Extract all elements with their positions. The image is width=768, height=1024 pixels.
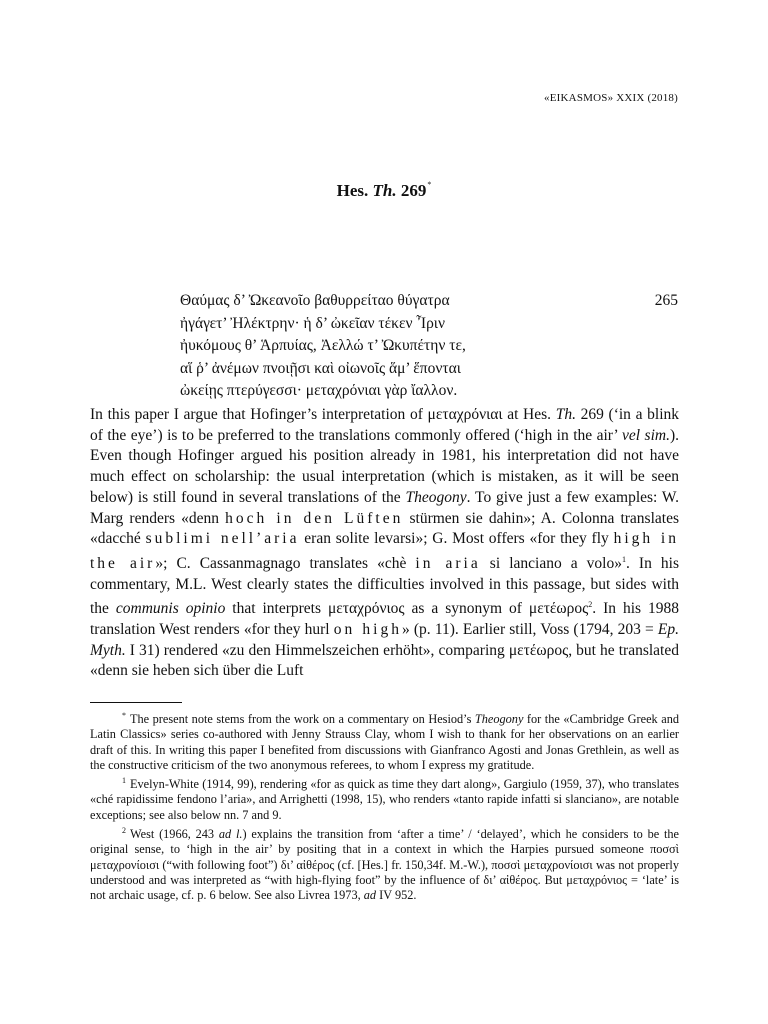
text-run: . In his 1988 translation West renders «for they hurl — [90, 600, 680, 639]
text-run: that interprets μεταχρόνιος as a synonym of μετέωρος — [225, 600, 589, 618]
verse-text: ὠκείῃς πτερύγεσσι· μεταχρόνιαι γὰρ ἴαλλον. — [180, 382, 458, 399]
body-paragraph — [90, 405, 679, 682]
verse-line — [180, 313, 678, 336]
footnote — [90, 708, 679, 773]
verse-line — [180, 290, 678, 313]
text-run: »; C. Cassanmagnago translates «chè — [155, 554, 416, 572]
italic-run: Theogony — [405, 488, 467, 506]
spaced-run: high in the air — [90, 530, 679, 572]
text-run: ) explains the transition from ‘after a time’ / ‘delayed’, which he considers to be the original sense, to ‘high in the air’ by positing that in a context in which the Harpies pursued someone ποσσὶ μεταχρονίοισι (“with following foot”) δι’ αἰθέρος (cf. [Hes.] fr. 150,34f. M.-W.), ποσσὶ μεταχρονίοισι was not properly understood and was interpreted as “with high-flying foot” by the influence of δι’ αἰθέρος. But μεταχρόνιος = ‘late’ is not archaic usage, cf. p. 6 below. See also Livrea 1973, — [90, 827, 679, 903]
spaced-run: sublimi nell’aria — [145, 530, 300, 548]
italic-run: Th. — [555, 406, 576, 423]
verse-text: ἠγάγετ’ Ἠλέκτρην· ἡ δ’ ὠκεῖαν τέκεν Ἶριν — [180, 314, 445, 332]
verse-line — [180, 335, 678, 358]
title-italic: Th. — [372, 181, 397, 200]
italic-run: Theogony — [474, 712, 524, 726]
verse-text: αἵ ῥ’ ἀνέμων πνοιῇσι καὶ οἰωνοῖς ἅμ’ ἕπονται — [180, 359, 461, 377]
footnote-marker: 1 — [122, 776, 126, 786]
footnotes — [90, 708, 679, 904]
italic-run: Ep. Myth. — [90, 621, 679, 659]
text-run: In this paper I argue that Hofinger’s interpretation of μεταχρόνιαι at Hes. — [90, 406, 556, 423]
verse-text: Θαύμας δ’ Ὠκεανοῖο βαθυρρείταο θύγατρα — [180, 292, 450, 309]
title-prefix: Hes. — [336, 181, 373, 200]
paragraph — [90, 405, 679, 682]
text-run: eran solite levarsi»; G. Most offers «for they fly — [299, 530, 614, 548]
text-run: Evelyn-White (1914, 99), rendering «for as quick as time they dart along», Gargiulo (1959, 37), who translates «ché rapidissime fendono l’aria», and Arrighetti (1998, 15), who renders «tanto rapide infatti si slanciano», are notable exceptions; see also below nn. 7 and 9. — [90, 777, 679, 822]
italic-run: ad — [363, 888, 377, 903]
text-run: » (p. 11). Earlier still, Voss (1794, 203 = — [401, 621, 658, 639]
title-number: 269 — [396, 181, 427, 200]
italic-run: communis opinio — [115, 600, 226, 618]
text-run: . In his commentary, M.L. West clearly states the difficulties involved in this passage, but sides with the — [90, 554, 679, 618]
footnote-divider — [90, 702, 182, 703]
text-run: si lanciano a volo» — [480, 554, 622, 572]
spaced-run: on high — [333, 621, 402, 639]
footnote-marker: 2 — [122, 826, 126, 836]
text-run: I 31) rendered «zu den Himmelszeichen erhöht», comparing μετέωρος, but he translated «denn sie heben sich über die Luft — [90, 641, 679, 680]
text-run: 269 (‘in a blink of the eye’) is to be preferred to the translations commonly offered (‘high in the air’ — [90, 406, 680, 444]
text-run: West (1966, 243 — [130, 827, 219, 842]
text-run: stürmen sie dahin»; A. Colonna translates «dacché — [90, 509, 679, 548]
verse-line — [180, 380, 678, 403]
footnote — [90, 823, 679, 903]
verse-line-number: 265 — [654, 292, 678, 309]
verse-text: ἠυκόμους θ’ Ἁρπυίας, Ἀελλώ τ’ Ὠκυπέτην τε, — [180, 337, 466, 354]
spaced-run: in aria — [415, 554, 481, 572]
text-run: for the «Cambridge Greek and Latin Classics» series co-authored with Jenny Strauss Clay, whom I wish to thank for her observations on an earlier draft of this. In writing this paper I benefited from discussions with Gianfranco Agosti and Jonas Grethlein, as well as the constructive criticism of the two anonymous referees, to whom I express my gratitude. — [90, 712, 679, 772]
paper-title — [0, 180, 768, 201]
footnote-ref[interactable]: 2 — [588, 600, 593, 610]
text-run: The present note stems from the work on a commentary on Hesiod’s — [130, 712, 475, 726]
footnote — [90, 773, 679, 823]
italic-run: ad l. — [218, 827, 243, 842]
verse-quotation — [180, 290, 678, 403]
text-run: . To give just a few examples: W. Marg renders «denn — [90, 488, 679, 527]
text-run: IV 952. — [376, 888, 417, 903]
title-footnote-marker[interactable]: * — [427, 180, 432, 189]
footnote-ref[interactable]: 1 — [622, 554, 626, 564]
verse-line — [180, 358, 678, 381]
spaced-run: hoch in den Lüften — [225, 509, 404, 527]
running-head: «EIKASMOS» XXIX (2018) — [544, 92, 678, 104]
footnote-marker: * — [122, 711, 126, 720]
italic-run: vel sim. — [622, 426, 670, 444]
text-run: ). Even though Hofinger argued his position already in 1981, his interpretation did not have much effect on scholarship: the usual interpretation (which is mistaken, as it will be seen below) is still found in several translations of the — [90, 426, 679, 506]
